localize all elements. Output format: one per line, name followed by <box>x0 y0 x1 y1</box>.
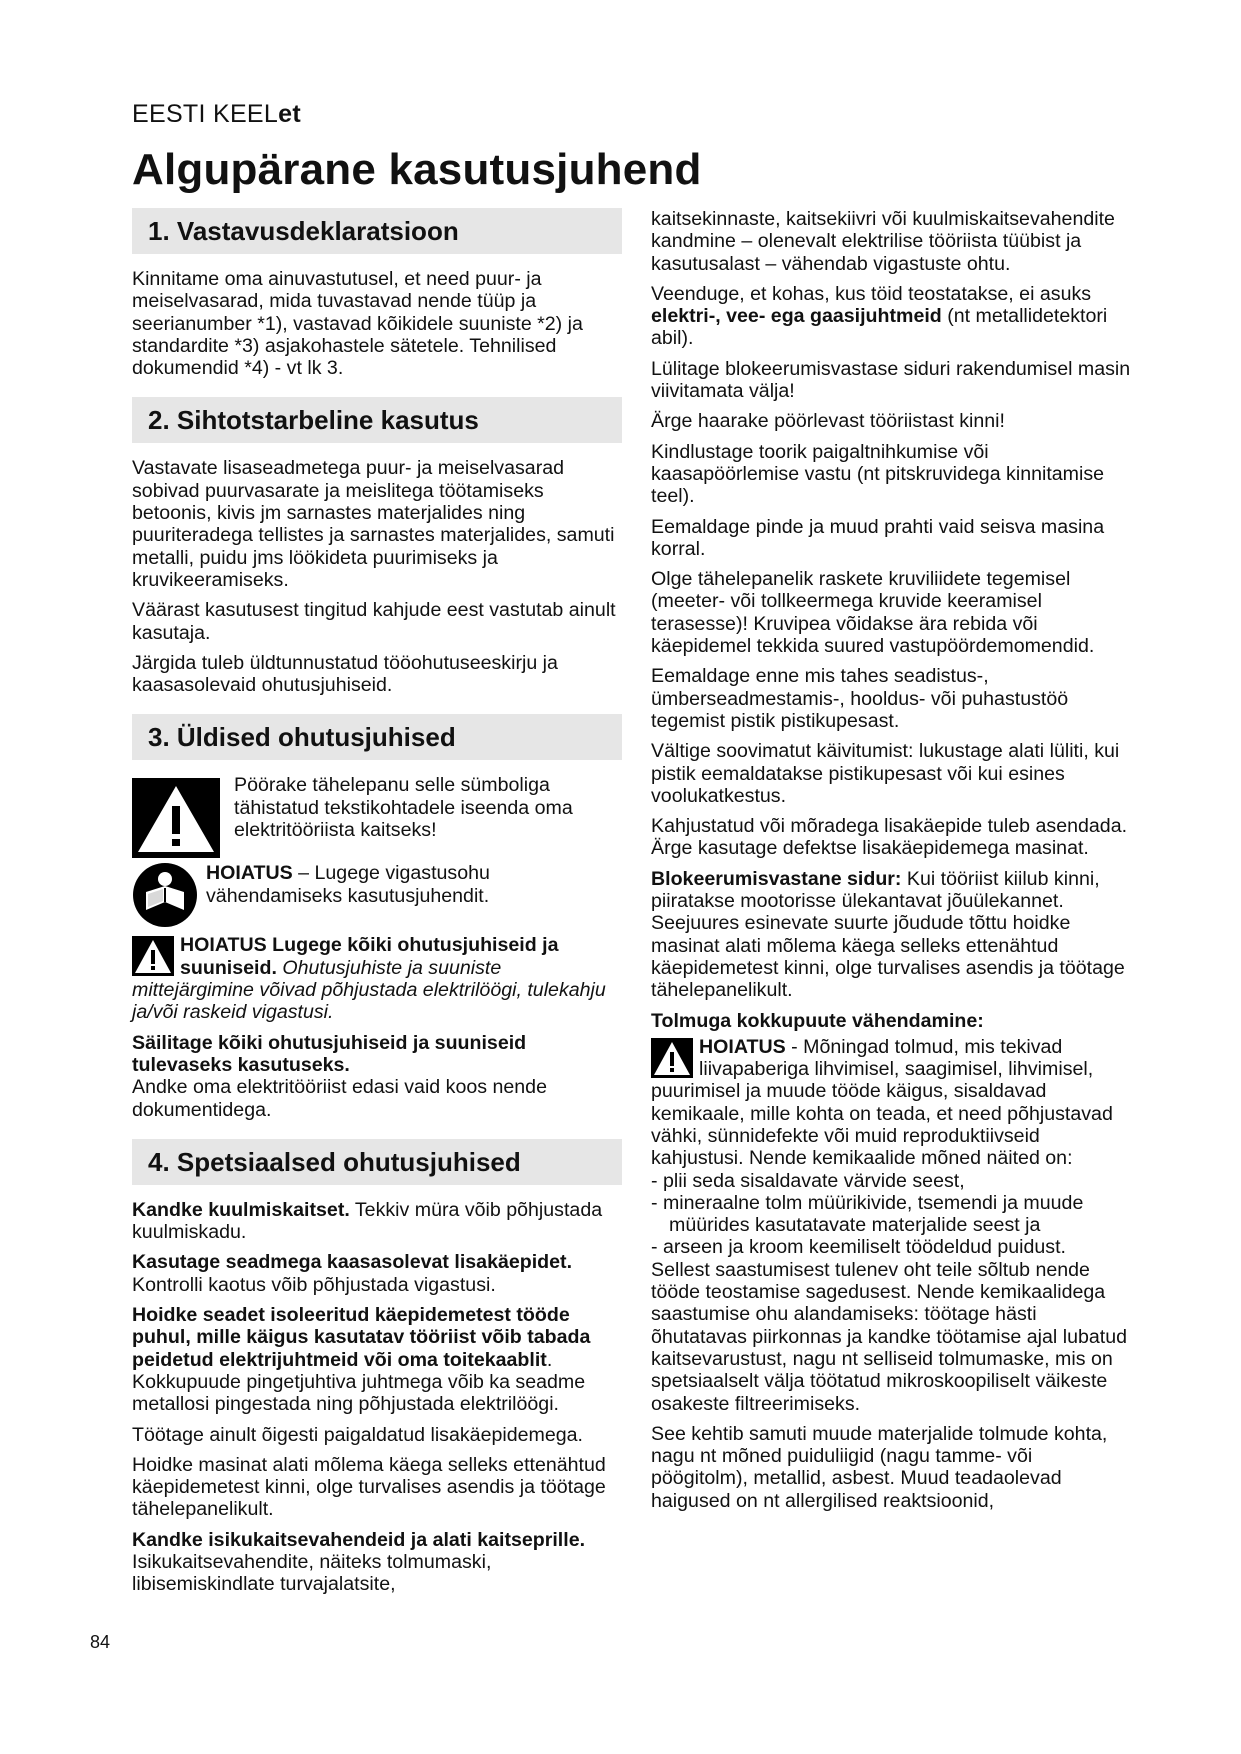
r-p4: Ärge haarake pöörlevast tööriistast kinni! <box>651 410 1005 433</box>
general-warning <box>132 934 622 1023</box>
symbol-note-text: Pöörake tähelepanu selle sümboliga tähistatud tekstikohtadele iseenda oma elektritööriista kaitseks! <box>234 774 573 842</box>
r-p9: Vältige soovimatut käivitumist: lukustage alati lüliti, kui pistik eemaldatakse pistikupesast või kui esines voolukatkestus. <box>651 740 1120 807</box>
section-2-heading: 2. Sihtotstarbeline kasutus <box>132 397 622 443</box>
r-p10: Kahjustatud või mõradega lisakäepide tuleb asendada. Ärge kasutage defektse lisakäepidemega masinat. <box>651 815 1128 860</box>
page-title: Algupärane kasutusjuhend <box>132 145 702 194</box>
symbol-note <box>132 774 622 862</box>
s2-paragraph-3: Järgida tuleb üldtunnustatud tööohutuseeskirju ja kaasasolevaid ohutusjuhiseid. <box>132 651 558 697</box>
r-p1: kaitsekinnaste, kaitsekiivri või kuulmiskaitsevahendite kandmine – olenevalt elektrilise tööriista tüübist ja kasutusalast – vähendab vigastuste ohtu. <box>651 208 1115 275</box>
r-p5: Kindlustage toorik paigaltnihkumise või kaasapöörlemise vastu (nt pitskruvidega kinnitamise teel). <box>651 440 1105 508</box>
r-p13: See kehtib samuti muude materjalide tolmude kohta, nagu nt mõned puiduliigid (nagu tamme- või pöögitolm), metallid, asbest. Muud teadaolevad haigused on nt allergilised reaktsioonid, <box>651 1422 1108 1512</box>
r-p8: Eemaldage enne mis tahes seadistus-, ümberseadmestamis-, hooldus- või puhastustöö tegemist pistik pistikupesast. <box>651 665 1069 732</box>
section-3-heading: 3. Üldised ohutusjuhised <box>132 714 622 760</box>
read-manual-note <box>132 862 622 934</box>
warning-triangle-icon <box>651 1038 693 1078</box>
list-item: - plii seda sisaldavate värvide seest, <box>651 1169 965 1192</box>
warning-triangle-icon <box>132 936 174 976</box>
keep-instructions-bold: Säilitage kõiki ohutusjuhiseid ja suuniseid tulevaseks kasutuseks. <box>132 1031 527 1076</box>
read-manual-icon <box>132 862 198 928</box>
r-p2-bold: elektri-, vee- ega gaasijuhtmeid <box>651 305 942 328</box>
dust-warning-bold: HOIATUS <box>699 1035 786 1058</box>
s4-p2-text: Kontrolli kaotus võib põhjustada vigastusi. <box>132 1273 496 1296</box>
s4-p1-text: Tekkiv müra võib põhjustada kuulmiskadu. <box>132 1198 603 1244</box>
s4-p3-text: . Kokkupuude pingetjuhtiva juhtmega võib ka seadme metallosi pingestada ning põhjustada elektrilöögi. <box>132 1348 586 1416</box>
r-p7: Olge tähelepanelik raskete kruviliidete tegemisel (meeter- või tollkeermega kruvide keeramisel terasesse)! Kruvipea võidakse ära rebida või käepidemel tekkida suured vastupöördemomendid. <box>651 568 1095 658</box>
s4-p4: Töötage ainult õigesti paigaldatud lisakäepidemega. <box>132 1423 583 1446</box>
s4-p1-bold: Kandke kuulmiskaitset. <box>132 1198 350 1221</box>
dust-warning <box>651 1036 1131 1170</box>
r-p2-a: Veenduge, et kohas, kus töid teostatakse, ei asuks <box>651 282 1092 305</box>
general-warning-bold: HOIATUS Lugege kõiki ohutusjuhiseid ja suuniseid. <box>180 934 559 979</box>
list-item: - mineraalne tolm müürikivide, tsemendi ja muude <box>651 1191 1084 1214</box>
dust-warning-text: - Mõningad tolmud, mis tekivad liivapaberiga lihvimisel, saagimisel, lihvimisel, puurimisel ja muude tööde käigus, sisaldavad kemikaale, mille kohta on teada, et need põhjustavad vähki, sünnidefekte või muid reproduktiivseid kahjustusi. Nende kemikaalide mõned näited on: <box>651 1035 1113 1170</box>
dust-list <box>651 1170 1131 1259</box>
left-column <box>132 208 622 1604</box>
r-p6: Eemaldage pinde ja muud prahti vaid seisva masina korral. <box>651 515 1105 560</box>
list-item: - arseen ja kroom keemiliselt töödeldud puidust. <box>651 1236 1066 1259</box>
r-p11-bold: Blokeerumisvastane sidur: <box>651 867 902 890</box>
dust-heading: Tolmuga kokkupuute vähendamine: <box>651 1009 984 1032</box>
section-1-heading: 1. Vastavusdeklaratsioon <box>132 208 622 254</box>
s4-p6-bold: Kandke isikukaitsevahendeid ja alati kaitseprille. <box>132 1528 586 1551</box>
language-code: et <box>278 100 301 128</box>
general-warning-italic: Ohutusjuhiste ja suuniste mittejärgimine võivad põhjustada elektrilöögi, tulekahju ja/või raskeid vigastusi. <box>132 956 606 1024</box>
s4-p3-bold: Hoidke seadet isoleeritud käepidemetest tööde puhul, mille käigus kasutatav tööriist võib tabada peidetud elektrijuhtmeid või oma toitekaablit <box>132 1304 591 1371</box>
r-p11-text: Kui tööriist kiilub kinni, piiratakse mootorisse ülekantavat jõuülekannet. Seejuures esinevate suurte jõudude tõttu hoidke masinat alati mõlema käega selleks ettenähtud käepidemetest kinni, olge turvalises asendis ja töötage tähelepanelikult. <box>651 867 1125 1002</box>
list-item: müürides kasutatavate materjalide seest ja <box>669 1214 1041 1237</box>
s2-paragraph-1: Vastavate lisaseadmetega puur- ja meiselvasarad sobivad puurvasarate ja meislitega töötamiseks betoonis, kivis jm sarnastes materjalides ning puuriteradega tellistes ja sarnastes materjalides, samuti metalli, puidu jms löökideta puurimiseks ja kruvikeeramiseks. <box>132 457 615 591</box>
s4-p6-text: Isikukaitsevahendite, näiteks tolmumaski, libisemiskindlate turvajalatsite, <box>132 1550 492 1596</box>
s1-paragraph: Kinnitame oma ainuvastutusel, et need puur- ja meiselvasarad, mida tuvastavad nende tüüp ja seerianumber *1), vastavad kõikidele suuniste *2) ja standardite *3) asjakohastele sätetele. Tehnilised dokumendid *4) - vt lk 3. <box>132 268 583 380</box>
r-p2-b: (nt metallidetektori abil). <box>651 305 1108 350</box>
right-column <box>651 208 1131 1520</box>
r-p12: Sellest saastumisest tulenev oht teile sõltub nende tööde teostamise sagedusest. Nende kemikaalidega saastumise ohu alandamiseks: töötage hästi õhutatavas piirkonnas ja kandke töötamise ajal lubatud kaitsevarustust, nagu nt selliseid tolmumaske, mis on spetsiaalselt välja töötatud mikroskoopiliselt väikeste osakeste filtreerimiseks. <box>651 1258 1127 1415</box>
keep-instructions-text: Andke oma elektritööriist edasi vaid koos nende dokumentidega. <box>132 1076 547 1121</box>
read-warning-text: – Lugege vigastusohu vähendamiseks kasutusjuhendit. <box>206 862 490 907</box>
language-label: EESTI KEEL <box>132 100 279 128</box>
r-p3: Lülitage blokeerumisvastase siduri rakendumisel masin viivitamata välja! <box>651 357 1131 403</box>
language-header <box>132 100 301 129</box>
s2-paragraph-2: Väärast kasutusest tingitud kahjude eest vastutab ainult kasutaja. <box>132 599 616 644</box>
s4-p2-bold: Kasutage seadmega kaasasolevat lisakäepidet. <box>132 1251 573 1274</box>
read-warning-label: HOIATUS <box>206 862 293 885</box>
s4-p5: Hoidke masinat alati mõlema käega selleks ettenähtud käepidemetest kinni, olge turvalises asendis ja töötage tähelepanelikult. <box>132 1453 606 1521</box>
page-number: 84 <box>90 1632 111 1652</box>
section-4-heading: 4. Spetsiaalsed ohutusjuhised <box>132 1139 622 1185</box>
warning-triangle-icon <box>132 778 220 858</box>
